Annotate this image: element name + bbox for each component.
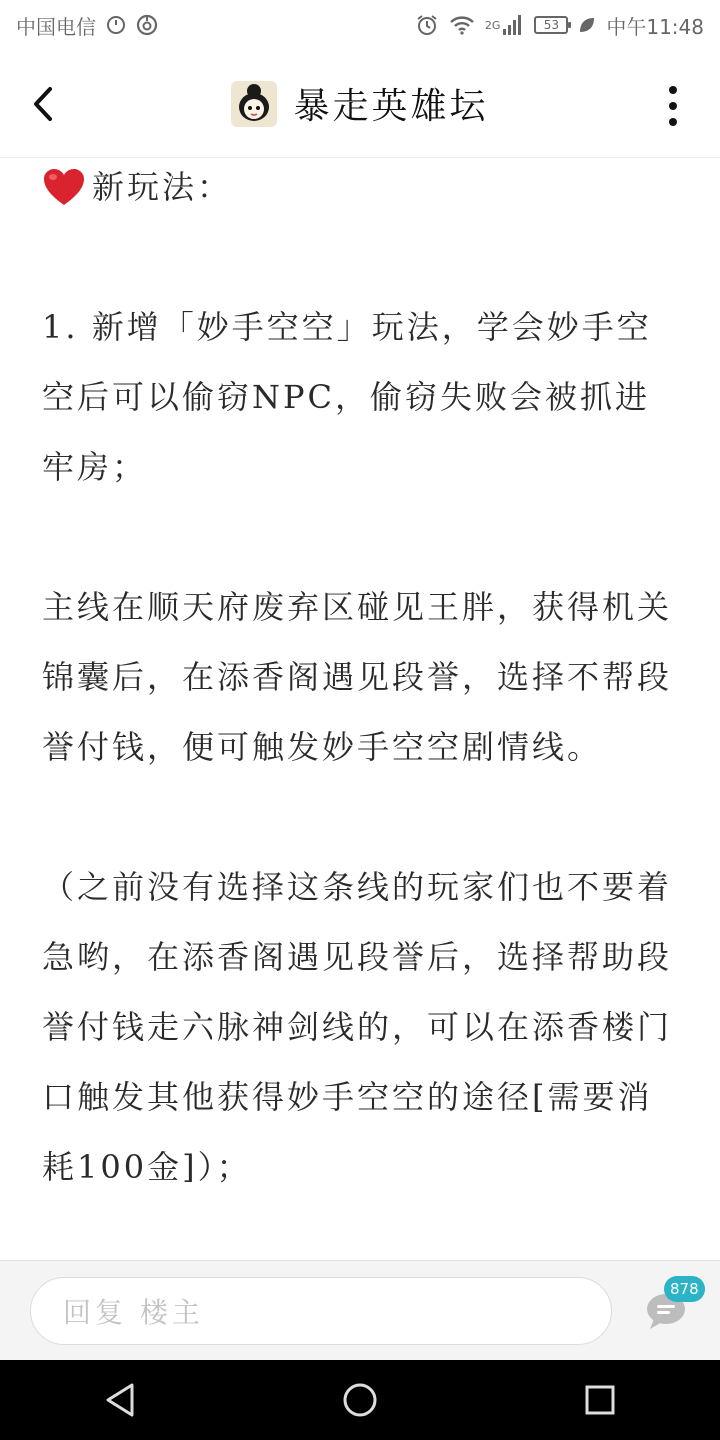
spacer <box>42 782 680 852</box>
network-type-label: 2G <box>484 18 501 32</box>
app-header <box>0 50 720 158</box>
page-title: 暴走英雄坛 <box>293 86 489 127</box>
reply-input[interactable]: 回复 楼主 <box>30 1277 612 1345</box>
signal-icon <box>502 14 524 36</box>
battery-level: 53 <box>543 18 559 32</box>
paragraph-2: 主线在顺天府废弃区碰见王胖，获得机关锦囊后，在添香阁遇见段誉，选择不帮段誉付钱，便可触发妙手空空剧情线。 <box>42 588 673 766</box>
title-group <box>0 50 720 157</box>
status-bar-right <box>415 11 704 40</box>
more-vertical-icon-dot <box>669 118 677 126</box>
chevron-left-icon <box>28 86 60 122</box>
clock-label: 中午11:48 <box>606 14 704 39</box>
comment-count-badge: 878 <box>664 1276 705 1302</box>
circle-home-icon <box>342 1382 378 1418</box>
nav-back-button[interactable] <box>90 1370 150 1430</box>
alarm-icon <box>415 13 439 37</box>
status-bar <box>0 0 720 50</box>
back-button[interactable] <box>28 86 60 122</box>
heart-icon <box>42 167 86 207</box>
alarm-clock-small-icon <box>106 15 126 35</box>
more-vertical-icon <box>669 86 677 94</box>
nav-recents-button[interactable] <box>570 1370 630 1430</box>
paragraph-1: 1. 新增「妙手空空」玩法，学会妙手空空后可以偷窃NPC，偷窃失败会被抓进牢房； <box>42 308 652 486</box>
system-nav-bar <box>0 1360 720 1440</box>
spacer <box>42 222 680 292</box>
section-title: 新玩法： <box>92 168 233 206</box>
square-recents-icon <box>584 1384 616 1416</box>
more-vertical-icon-dot <box>669 102 677 110</box>
reply-bar <box>0 1260 720 1360</box>
more-menu-button[interactable] <box>666 86 680 126</box>
status-bar-left <box>16 11 158 40</box>
app-notification-icon <box>136 14 158 36</box>
leaf-icon <box>578 16 596 34</box>
battery-icon <box>534 16 568 34</box>
carrier-label: 中国电信 <box>16 14 96 39</box>
spacer <box>42 502 680 572</box>
triangle-back-icon <box>104 1382 136 1418</box>
paragraph-3: （之前没有选择这条线的玩家们也不要着急哟，在添香阁遇见段誉后，选择帮助段誉付钱走六脉神剑线的，可以在添香楼门口触发其他获得妙手空空的途径[需要消耗100金]）； <box>42 868 673 1186</box>
nav-home-button[interactable] <box>330 1370 390 1430</box>
section-heading <box>42 158 680 222</box>
forum-avatar <box>231 81 277 127</box>
wifi-icon <box>449 14 475 36</box>
post-content <box>0 158 720 1260</box>
